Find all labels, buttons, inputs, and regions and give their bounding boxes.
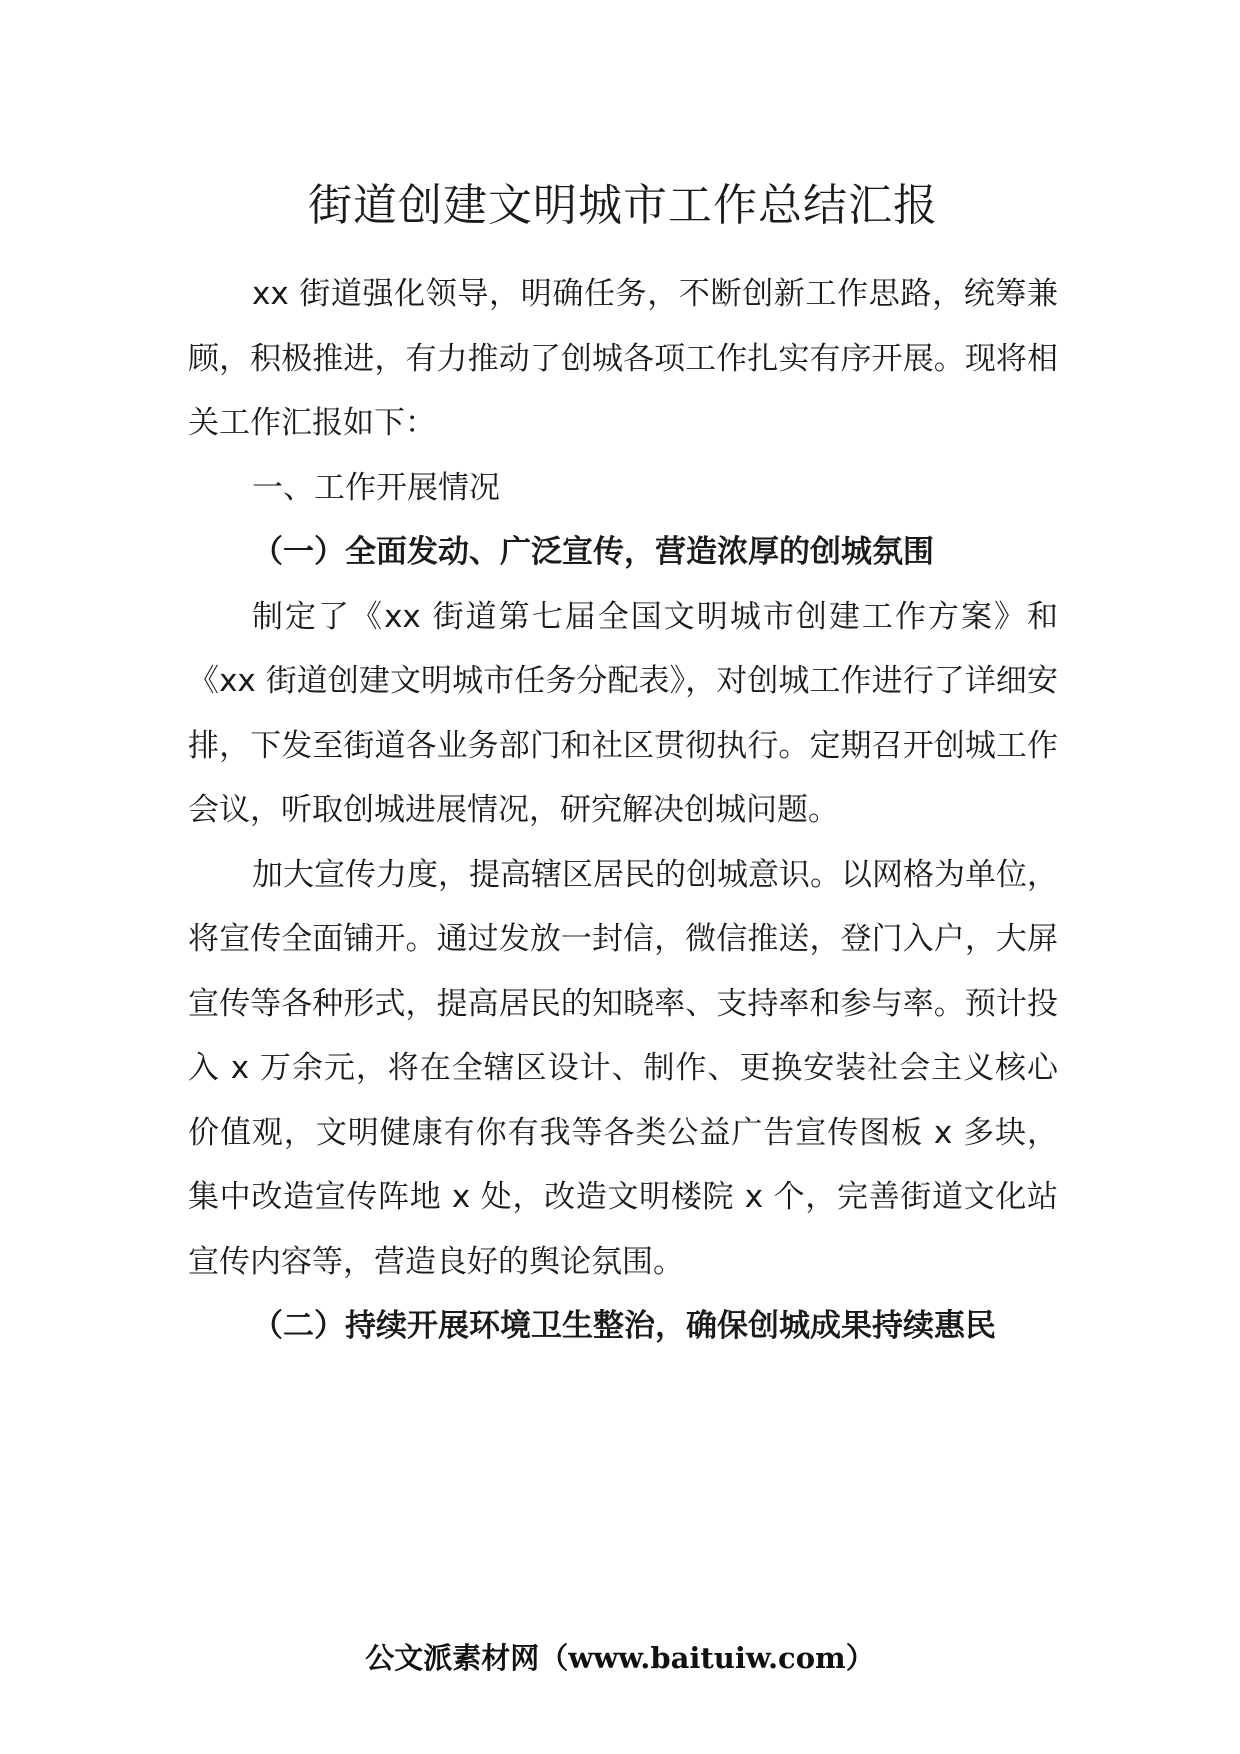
document-title: 街道创建文明城市工作总结汇报: [308, 180, 938, 231]
document-page: [188, 0, 1058, 1754]
paragraph-plan: 制定了《xx 街道第七届全国文明城市创建工作方案》和《xx 街道创建文明城市任务分配表》，对创城工作进行了详细安排，下发至街道各业务部门和社区贯彻执行。定期召开创城工作会议，听取创城进展情况，研究解决创城问题。: [188, 598, 1058, 828]
paragraph-intro: xx 街道强化领导，明确任务，不断创新工作思路，统筹兼顾，积极推进，有力推动了创城各项工作扎实有序开展。现将相关工作汇报如下：: [188, 276, 1058, 441]
paragraph-publicity: 加大宣传力度，提高辖区居民的创城意识。以网格为单位，将宣传全面铺开。通过发放一封信，微信推送，登门入户，大屏宣传等各种形式，提高居民的知晓率、支持率和参与率。预计投入 x 万余元，将在全辖区设计、制作、更换安装社会主义核心价值观，文明健康有你有我等各类公益广告宣传图板 x 多块，集中改造宣传阵地 x 处，改造文明楼院 x 个，完善街道文化站宣传内容等，营造良好的舆论氛围。: [188, 856, 1058, 1280]
document-body: [188, 262, 1058, 1359]
subsection-heading-1: （一）全面发动、广泛宣传，营造浓厚的创城氛围: [252, 534, 934, 570]
source-watermark-footer: 公文派素材网（www.baituiw.com）: [365, 1641, 875, 1675]
section-heading-1: 一、工作开展情况: [252, 469, 500, 506]
subsection-heading-2: （二）持续开展环境卫生整治，确保创城成果持续惠民: [252, 1308, 996, 1344]
